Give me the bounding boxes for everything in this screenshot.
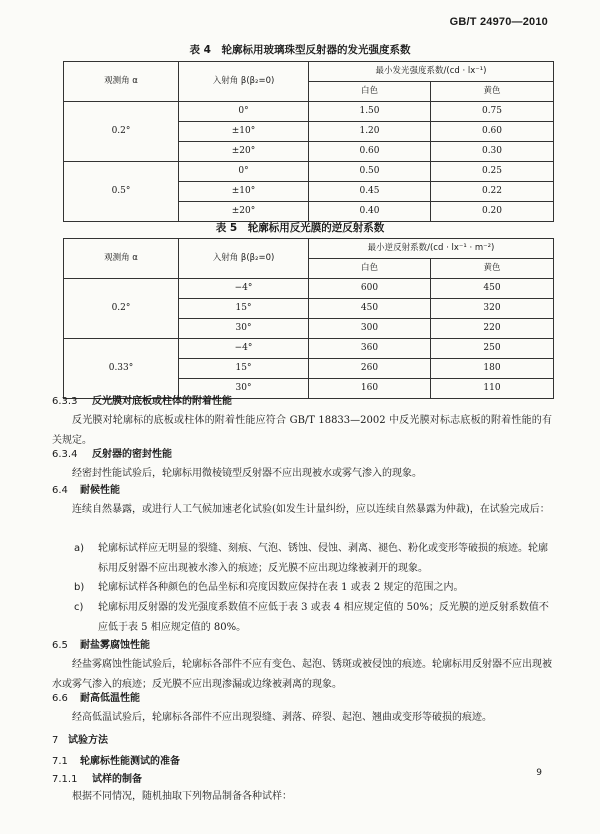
section-title: 耐高低温性能 <box>80 693 140 704</box>
table-cell-incidence: −4° <box>179 279 309 299</box>
table5-title: 表 5 轮廓标用反光膜的逆反射系数 <box>215 222 385 234</box>
section-title: 试验方法 <box>68 735 108 746</box>
table-cell-yellow: 0.25 <box>431 162 554 182</box>
table-cell-white: 0.60 <box>309 142 431 162</box>
table-cell-observation: 0.2° <box>64 279 179 339</box>
section-title: 反光膜对底板或柱体的附着性能 <box>92 396 232 407</box>
table-cell-incidence: ±10° <box>179 182 309 202</box>
section-number: 6.5 <box>52 640 68 651</box>
table-cell-white: 1.20 <box>309 122 431 142</box>
table-cell-white: 160 <box>309 379 431 399</box>
section-6-4-body: 连续自然暴露，或进行人工气候加速老化试验(如发生计量纠纷，应以连续自然暴露为仲裁)，在试验完成后： <box>72 504 550 515</box>
table-cell-white: 450 <box>309 299 431 319</box>
table5-header-white: 白色 <box>309 259 431 279</box>
section-number: 6.6 <box>52 693 68 704</box>
table-cell-yellow: 320 <box>431 299 554 319</box>
section-title: 耐候性能 <box>80 485 120 496</box>
table-cell-yellow: 0.30 <box>431 142 554 162</box>
table-cell-yellow: 0.20 <box>431 202 554 222</box>
table-cell-observation: 0.5° <box>64 162 179 222</box>
table-cell-white: 0.40 <box>309 202 431 222</box>
table-cell-incidence: 0° <box>179 102 309 122</box>
section-title: 轮廓标性能测试的准备 <box>80 756 180 767</box>
table-cell-incidence: 0° <box>179 162 309 182</box>
section-title: 反射器的密封性能 <box>92 449 172 460</box>
table-cell-yellow: 450 <box>431 279 554 299</box>
table-cell-yellow: 0.75 <box>431 102 554 122</box>
table4-title: 表 4 轮廓标用玻璃珠型反射器的发光强度系数 <box>189 44 411 56</box>
section-6-3-3-body: 反光膜对轮廓标的底板或柱体的附着性能应符合 GB/T 18833—2002 中反光膜对标志底板的附着性能的有关规定。 <box>52 415 552 446</box>
table-cell-white: 0.45 <box>309 182 431 202</box>
list-item-text: 轮廓标试样各种颜色的色品坐标和亮度因数应保持在表 1 或表 2 规定的范围之内。 <box>98 582 464 593</box>
section-number: 6.4 <box>52 485 68 496</box>
table-cell-white: 600 <box>309 279 431 299</box>
list-item-text: 轮廓标用反射器的发光强度系数值不应低于表 3 或表 4 相应规定值的 50%；反光膜的逆反射系数值不应低于表 5 相应规定值的 80%。 <box>98 602 549 633</box>
table4-header-yellow: 黄色 <box>431 82 554 102</box>
table-cell-incidence: 15° <box>179 359 309 379</box>
table-cell-yellow: 110 <box>431 379 554 399</box>
table4 <box>63 61 554 222</box>
table-row <box>64 339 554 359</box>
table-cell-yellow: 180 <box>431 359 554 379</box>
list-item-label: b) <box>74 582 85 593</box>
table-cell-incidence: −4° <box>179 339 309 359</box>
section-number: 7.1 <box>52 756 68 767</box>
table-cell-white: 260 <box>309 359 431 379</box>
table4-header-observation-angle: 观测角 α <box>64 62 179 102</box>
table4-header-white: 白色 <box>309 82 431 102</box>
table-cell-observation: 0.33° <box>64 339 179 399</box>
table-cell-yellow: 220 <box>431 319 554 339</box>
section-number: 6.3.4 <box>52 449 78 460</box>
table-cell-incidence: ±10° <box>179 122 309 142</box>
table-cell-white: 300 <box>309 319 431 339</box>
table-cell-white: 1.50 <box>309 102 431 122</box>
section-number: 7 <box>52 735 59 746</box>
section-title: 耐盐雾腐蚀性能 <box>80 640 150 651</box>
table-cell-incidence: 30° <box>179 319 309 339</box>
table-cell-incidence: 15° <box>179 299 309 319</box>
table-cell-yellow: 250 <box>431 339 554 359</box>
section-6-3-4-body: 经密封性能试验后，轮廓标用微棱镜型反射器不应出现被水或雾气渗入的现象。 <box>72 468 422 479</box>
table5-header-yellow: 黄色 <box>431 259 554 279</box>
table4-header-incidence-angle: 入射角 β(β₂=0) <box>179 62 309 102</box>
table-cell-observation: 0.2° <box>64 102 179 162</box>
page-number: 9 <box>536 768 542 778</box>
table-cell-white: 0.50 <box>309 162 431 182</box>
list-item-label: a) <box>74 543 85 554</box>
list-item-label: c) <box>74 602 84 613</box>
section-6-6-body: 经高低温试验后，轮廓标各部件不应出现裂缝、剥落、碎裂、起泡、翘曲或变形等破损的痕迹。 <box>72 712 492 723</box>
table-cell-incidence: 30° <box>179 379 309 399</box>
table-row <box>64 162 554 182</box>
section-number: 6.3.3 <box>52 396 78 407</box>
table4-header-group: 最小发光强度系数/(cd · lx⁻¹) <box>309 62 554 82</box>
table-row <box>64 279 554 299</box>
section-7-1-1-body: 根据不同情况，随机抽取下列物品制备各种试样： <box>72 791 292 802</box>
table5 <box>63 238 554 399</box>
section-6-5-body: 经盐雾腐蚀性能试验后，轮廓标各部件不应有变色、起泡、锈斑或被侵蚀的痕迹。轮廓标用反射器不应出现被水或雾气渗入的痕迹；反光膜不应出现渗漏或边缘被剥离的现象。 <box>52 659 552 690</box>
table-cell-white: 360 <box>309 339 431 359</box>
list-item-text: 轮廓标试样应无明显的裂缝、刻痕、气泡、锈蚀、侵蚀、剥离、褪色、粉化或变形等破损的痕迹。轮廓标用反射器不应出现被水渗入的痕迹；反光膜不应出现边缘被剥开的现象。 <box>98 543 548 574</box>
table5-header-group: 最小逆反射系数/(cd · lx⁻¹ · m⁻²) <box>309 239 554 259</box>
table-cell-incidence: ±20° <box>179 142 309 162</box>
section-number: 7.1.1 <box>52 774 78 785</box>
table5-header-observation-angle: 观测角 α <box>64 239 179 279</box>
table-cell-yellow: 0.22 <box>431 182 554 202</box>
table-row <box>64 102 554 122</box>
table5-header-incidence-angle: 入射角 β(β₂=0) <box>179 239 309 279</box>
standard-code: GB/T 24970—2010 <box>449 16 548 28</box>
section-title: 试样的制备 <box>92 774 142 785</box>
table-cell-yellow: 0.60 <box>431 122 554 142</box>
table-cell-incidence: ±20° <box>179 202 309 222</box>
